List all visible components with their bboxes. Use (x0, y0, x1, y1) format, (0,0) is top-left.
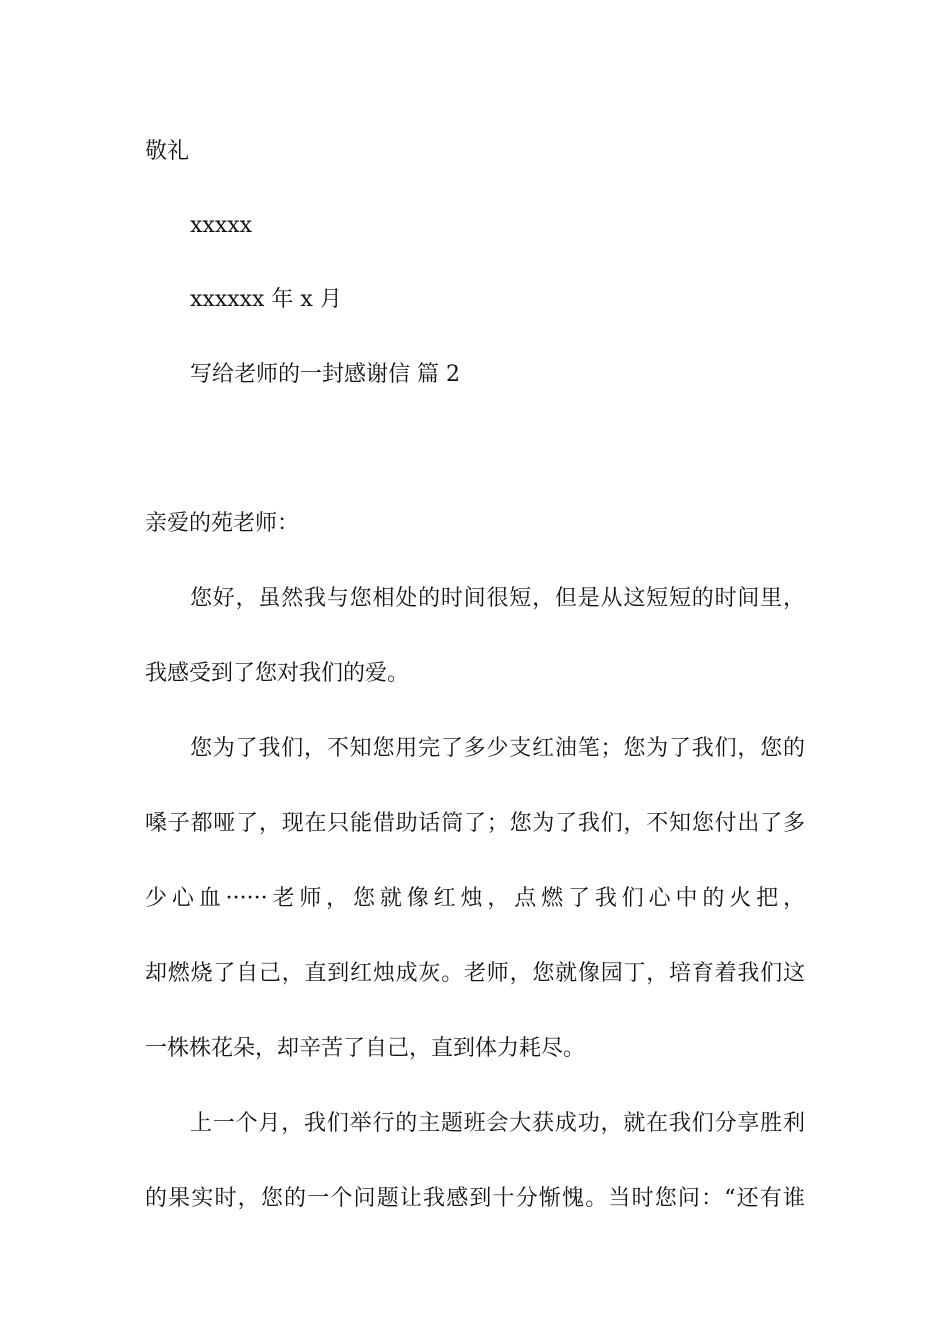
paragraph-line: 的果实时，您的一个问题让我感到十分惭愧。当时您问：“还有谁 (145, 1186, 805, 1211)
letter-date: xxxxxx 年 x 月 (190, 287, 342, 312)
paragraph-line: 嗓子都哑了，现在只能借助话筒了；您为了我们，不知您付出了多 (145, 811, 805, 836)
paragraph-line: 少心血······老师，您就像红烛，点燃了我们心中的火把， (145, 886, 805, 911)
paragraph-line: 您好，虽然我与您相处的时间很短，但是从这短短的时间里， (190, 586, 805, 611)
closing-salutation: 敬礼 (145, 139, 190, 164)
paragraph-line: 您为了我们，不知您用完了多少支红油笔；您为了我们，您的 (190, 736, 805, 761)
paragraph-line: 我感受到了您对我们的爱。 (145, 661, 410, 686)
signature: xxxxx (190, 213, 253, 238)
paragraph-line: 却燃烧了自己，直到红烛成灰。老师，您就像园丁，培育着我们这 (145, 961, 805, 986)
paragraph-line: 上一个月，我们举行的主题班会大获成功，就在我们分享胜利 (190, 1111, 805, 1136)
section-title: 写给老师的一封感谢信 篇 2 (190, 362, 460, 387)
paragraph-line: 一株株花朵，却辛苦了自己，直到体力耗尽。 (145, 1036, 586, 1061)
letter-greeting: 亲爱的苑老师： (145, 511, 300, 536)
